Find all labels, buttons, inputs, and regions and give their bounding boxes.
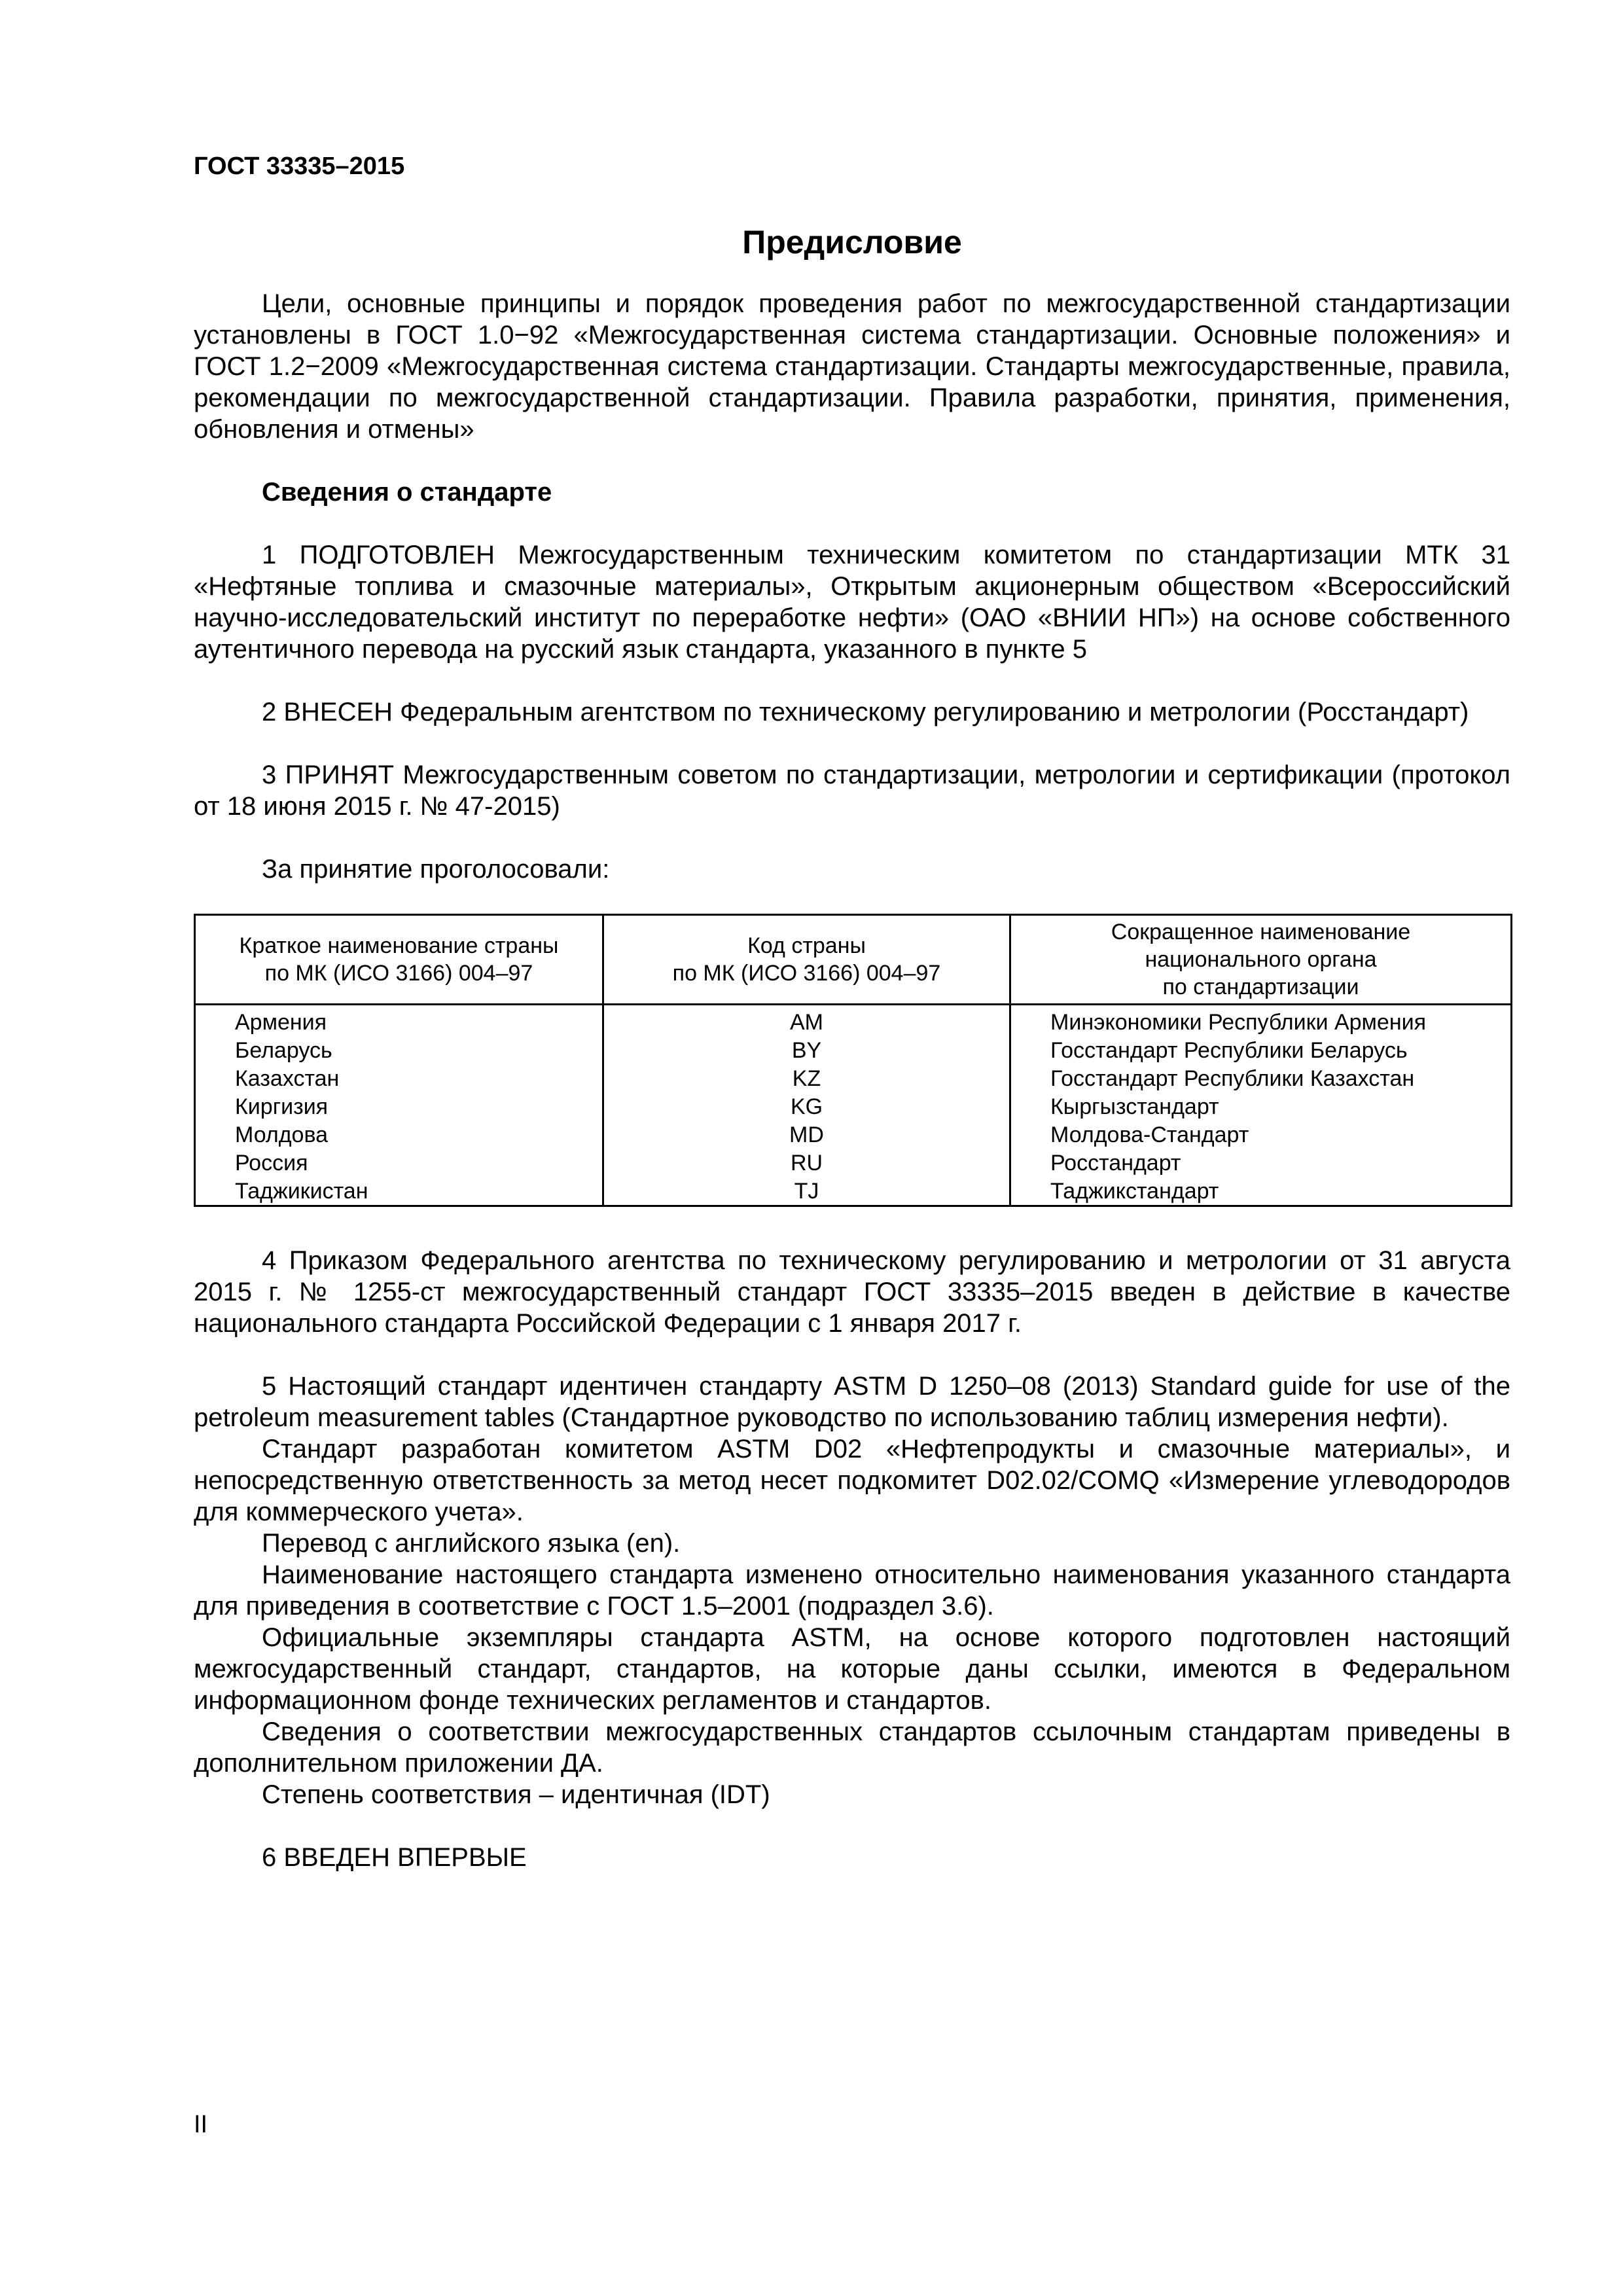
voting-countries-table <box>194 914 1512 1207</box>
country-name: Россия <box>195 1149 603 1177</box>
page-number: II <box>194 2111 208 2138</box>
national-body: Минэкономики Республики Армения <box>1010 1005 1512 1037</box>
item-2-submitted: 2 ВНЕСЕН Федеральным агентством по техническому регулированию и метрологии (Росстандарт) <box>262 698 1469 726</box>
table-row <box>195 1177 1512 1206</box>
header-country-name: Краткое наименование страны по МК (ИСО 3166) 004–97 <box>195 915 603 1005</box>
intro-paragraph: Цели, основные принципы и порядок проведения работ по межгосударственной стандартизации установлены в ГОСТ 1.0−92 «Межгосударственная система стандартизации. Основные положения» и ГОСТ 1.2−2009 «Межгосударственная система стандартизации. Стандарты межгосударственные, правила, рекомендации по межгосударственной стандартизации. Правила разработки, принятия, применения, обновления и отмены» <box>194 289 1510 444</box>
table-row <box>195 1121 1512 1149</box>
country-name: Таджикистан <box>195 1177 603 1206</box>
item-5-correspondence: Сведения о соответствии межгосударственных стандартов ссылочным стандартам приведены в дополнительном приложении ДА. <box>194 1717 1510 1778</box>
item-5-official-copies: Официальные экземпляры стандарта ASTM, на основе которого подготовлен настоящий межгосударственный стандарт, стандартов, на которые даны ссылки, имеются в Федеральном информационном фонде технических регламентов и стандартов. <box>194 1623 1510 1715</box>
page-title: Предисловие <box>742 224 962 260</box>
table-row <box>195 1092 1512 1121</box>
national-body: Молдова-Стандарт <box>1010 1121 1512 1149</box>
header-country-code: Код страны по МК (ИСО 3166) 004–97 <box>603 915 1010 1005</box>
country-name: Армения <box>195 1005 603 1037</box>
item-5-identical: 5 Настоящий стандарт идентичен стандарту ASTM D 1250–08 (2013) Standard guide for use of the petroleum measurement tables (Стандартное руководство по использованию таблиц измерения нефти). <box>194 1372 1510 1432</box>
national-body: Госстандарт Республики Казахстан <box>1010 1064 1512 1092</box>
country-name: Казахстан <box>195 1064 603 1092</box>
document-id-header: ГОСТ 33335–2015 <box>194 152 405 180</box>
country-code: BY <box>603 1036 1010 1064</box>
table-row <box>195 1064 1512 1092</box>
country-name: Киргизия <box>195 1092 603 1121</box>
national-body: Таджикстандарт <box>1010 1177 1512 1206</box>
national-body: Кыргызстандарт <box>1010 1092 1512 1121</box>
country-code: MD <box>603 1121 1010 1149</box>
table-row <box>195 1005 1512 1037</box>
country-code: KG <box>603 1092 1010 1121</box>
standard-info-heading: Сведения о стандарте <box>262 478 552 507</box>
item-5-developer: Стандарт разработан комитетом ASTM D02 «Нефтепродукты и смазочные материалы», и непосредственную ответственность за метод несет подкомитет D02.02/COMQ «Измерение углеводородов для коммерческого учета». <box>194 1435 1510 1526</box>
table-header-row <box>195 915 1512 1005</box>
country-code: TJ <box>603 1177 1010 1206</box>
table-row <box>195 1036 1512 1064</box>
national-body: Росстандарт <box>1010 1149 1512 1177</box>
country-code: AM <box>603 1005 1010 1037</box>
national-body: Госстандарт Республики Беларусь <box>1010 1036 1512 1064</box>
document-page <box>194 151 1510 1873</box>
item-5-degree: Степень соответствия – идентичная (IDT) <box>262 1780 770 1809</box>
item-5-translation: Перевод с английского языка (en). <box>262 1529 681 1558</box>
voted-for-label: За принятие проголосовали: <box>262 855 610 884</box>
item-1-prepared: 1 ПОДГОТОВЛЕН Межгосударственным техническим комитетом по стандартизации МТК 31 «Нефтяные топлива и смазочные материалы», Открытым акционерным обществом «Всероссийский научно-исследовательский институт по переработке нефти» (ОАО «ВНИИ НП») на основе собственного аутентичного перевода на русский язык стандарта, указанного в пункте 5 <box>194 541 1510 664</box>
item-3-adopted: 3 ПРИНЯТ Межгосударственным советом по стандартизации, метрологии и сертификации (протокол от 18 июня 2015 г. № 47-2015) <box>194 761 1510 821</box>
header-national-body: Сокращенное наименование национального органа по стандартизации <box>1010 915 1512 1005</box>
country-code: RU <box>603 1149 1010 1177</box>
item-5-name-change: Наименование настоящего стандарта изменено относительно наименования указанного стандарта для приведения в соответствие с ГОСТ 1.5–2001 (подраздел 3.6). <box>194 1560 1510 1621</box>
country-name: Беларусь <box>195 1036 603 1064</box>
item-4-order: 4 Приказом Федерального агентства по техническому регулированию и метрологии от 31 августа 2015 г. № 1255-ст межгосударственный стандарт ГОСТ 33335–2015 введен в действие в качестве национального стандарта Российской Федерации с 1 января 2017 г. <box>194 1246 1510 1338</box>
table-row <box>195 1149 1512 1177</box>
country-name: Молдова <box>195 1121 603 1149</box>
item-6-first-introduced: 6 ВВЕДЕН ВПЕРВЫЕ <box>262 1843 527 1872</box>
country-code: KZ <box>603 1064 1010 1092</box>
